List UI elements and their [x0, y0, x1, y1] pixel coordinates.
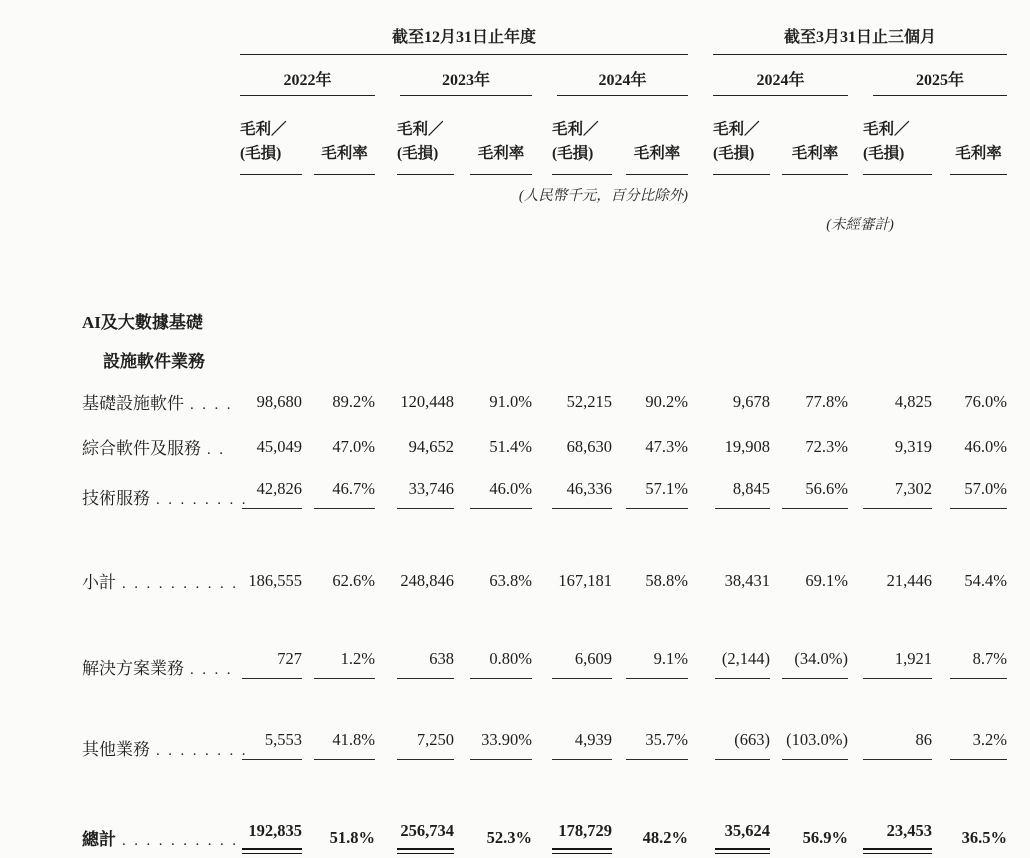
cell-value: 23,453 — [863, 821, 932, 850]
unaudited-note: (未經審計) — [826, 217, 894, 234]
cell-value: 98,680 — [256, 392, 302, 412]
cell-value: 33,746 — [397, 479, 454, 509]
cell-value: 58.8% — [645, 571, 689, 591]
cell-value: 51.8% — [329, 828, 375, 848]
table-row-infrastructure-software — [82, 372, 1007, 417]
year-header-2023: 2023年 — [400, 67, 532, 96]
cell-value: 167,181 — [558, 571, 612, 591]
cell-value: 9,678 — [732, 392, 771, 412]
cell-value: 1.2% — [314, 649, 375, 679]
row-label: 小計 — [82, 573, 116, 593]
cell-value: 36.5% — [961, 828, 1008, 848]
cell-value: 192,835 — [242, 821, 302, 850]
cell-value: 42,826 — [242, 479, 302, 509]
cell-value: 186,555 — [248, 571, 302, 591]
table-row-technical-services — [82, 462, 1007, 512]
cell-value: 89.2% — [332, 392, 375, 412]
year-header-2022: 2022年 — [240, 67, 375, 96]
cell-value: 46.0% — [470, 479, 532, 509]
leader-dots: .... — [190, 662, 239, 679]
section-header-row — [82, 234, 1007, 333]
cell-value: 76.0% — [964, 392, 1008, 412]
cell-value: 5,553 — [242, 730, 302, 760]
cell-value: 57.1% — [626, 479, 688, 509]
cell-value: 45,049 — [256, 437, 302, 457]
cell-value: 256,734 — [397, 821, 454, 850]
subheader-gross-margin: 毛利率 — [470, 142, 532, 175]
cell-value: 54.4% — [964, 571, 1008, 591]
table-row-solutions-business — [82, 603, 1007, 682]
leader-dots: .... — [190, 397, 239, 414]
cell-value: 4,939 — [552, 730, 612, 760]
subheader-gross-margin: 毛利率 — [782, 142, 848, 175]
cell-value: 9,319 — [894, 437, 933, 457]
subheader-gross-profit: 毛利／ (毛損) — [552, 118, 612, 175]
leader-dots: ........ — [156, 743, 254, 760]
column-group-header-row — [82, 20, 1007, 55]
cell-value: 63.8% — [489, 571, 532, 591]
cell-value: 47.3% — [645, 437, 689, 457]
table-row-subtotal — [82, 512, 1007, 603]
cell-value: 178,729 — [552, 821, 612, 850]
cell-value: 21,446 — [886, 571, 933, 591]
cell-value: 94,652 — [408, 437, 454, 457]
row-label: 基礎設施軟件 — [82, 394, 184, 414]
cell-value: 51.4% — [489, 437, 532, 457]
cell-value: 0.80% — [470, 649, 532, 679]
cell-value: (103.0%) — [782, 730, 848, 760]
unaudited-note-row — [82, 205, 1007, 234]
cell-value: 41.8% — [314, 730, 375, 760]
cell-value: 120,448 — [400, 392, 454, 412]
table-row-integrated-software-services — [82, 417, 1007, 462]
leader-dots: .......... — [122, 576, 245, 593]
table-row-total — [82, 763, 1007, 850]
section-header-row — [82, 333, 1007, 372]
year-header-2024: 2024年 — [557, 67, 688, 96]
cell-value: 52.3% — [486, 828, 532, 848]
subheader-gross-profit: 毛利／ (毛損) — [863, 118, 932, 175]
cell-value: 248,846 — [400, 571, 454, 591]
cell-value: 46.0% — [964, 437, 1008, 457]
cell-value: 638 — [397, 649, 454, 679]
cell-value: 52,215 — [566, 392, 612, 412]
leader-dots: ........ — [156, 492, 254, 509]
cell-value: 1,921 — [863, 649, 932, 679]
cell-value: 33.90% — [470, 730, 532, 760]
cell-value: 8.7% — [950, 649, 1007, 679]
column-group-title-quarter: 截至3月31日止三個月 — [713, 24, 1007, 55]
cell-value: 68,630 — [566, 437, 612, 457]
cell-value: (34.0%) — [782, 649, 848, 679]
cell-value: 35,624 — [715, 821, 770, 850]
leader-dots: .......... — [122, 833, 245, 850]
cell-value: 48.2% — [642, 828, 689, 848]
cell-value: 19,908 — [724, 437, 771, 457]
cell-value: 46,336 — [552, 479, 612, 509]
year-header-q1-2025: 2025年 — [873, 67, 1007, 96]
subheader-gross-margin: 毛利率 — [314, 142, 375, 175]
cell-value: (663) — [715, 730, 770, 760]
cell-value: 91.0% — [489, 392, 532, 412]
column-group-title-annual: 截至12月31日止年度 — [240, 24, 688, 55]
row-label: 總計 — [82, 830, 116, 850]
table-row-other-business — [82, 682, 1007, 763]
cell-value: 9.1% — [626, 649, 688, 679]
subheader-row — [82, 96, 1007, 175]
cell-value: 62.6% — [332, 571, 375, 591]
section-title-line1: AI及大數據基礎 — [82, 313, 203, 333]
subheader-gross-profit: 毛利／ (毛損) — [240, 118, 302, 175]
cell-value: 4,825 — [894, 392, 933, 412]
cell-value: 46.7% — [314, 479, 375, 509]
cell-value: 727 — [242, 649, 302, 679]
cell-value: 72.3% — [805, 437, 849, 457]
gross-profit-table — [82, 20, 1007, 850]
cell-value: 57.0% — [950, 479, 1007, 509]
subheader-gross-margin: 毛利率 — [626, 142, 688, 175]
year-header-q1-2024: 2024年 — [713, 67, 848, 96]
units-note-row — [82, 175, 1007, 205]
cell-value: (2,144) — [715, 649, 770, 679]
units-note: (人民幣千元，百分比除外) — [518, 188, 689, 205]
leader-dots: .. — [207, 442, 232, 459]
row-label: 解決方案業務 — [82, 659, 184, 679]
cell-value: 38,431 — [724, 571, 771, 591]
row-label: 技術服務 — [82, 489, 150, 509]
cell-value: 7,250 — [397, 730, 454, 760]
cell-value: 7,302 — [863, 479, 932, 509]
row-label: 綜合軟件及服務 — [82, 439, 201, 459]
cell-value: 90.2% — [645, 392, 689, 412]
cell-value: 3.2% — [950, 730, 1007, 760]
subheader-gross-margin: 毛利率 — [950, 142, 1007, 175]
subheader-gross-profit: 毛利／ (毛損) — [397, 118, 454, 175]
subheader-gross-profit: 毛利／ (毛損) — [713, 118, 770, 175]
cell-value: 6,609 — [552, 649, 612, 679]
cell-value: 47.0% — [332, 437, 375, 457]
year-header-row — [82, 55, 1007, 96]
cell-value: 35.7% — [626, 730, 688, 760]
row-label: 其他業務 — [82, 740, 150, 760]
cell-value: 56.9% — [802, 828, 849, 848]
cell-value: 77.8% — [805, 392, 849, 412]
cell-value: 8,845 — [715, 479, 770, 509]
cell-value: 56.6% — [782, 479, 848, 509]
section-title-line2: 設施軟件業務 — [103, 352, 205, 372]
cell-value: 69.1% — [805, 571, 849, 591]
cell-value: 86 — [863, 730, 932, 760]
